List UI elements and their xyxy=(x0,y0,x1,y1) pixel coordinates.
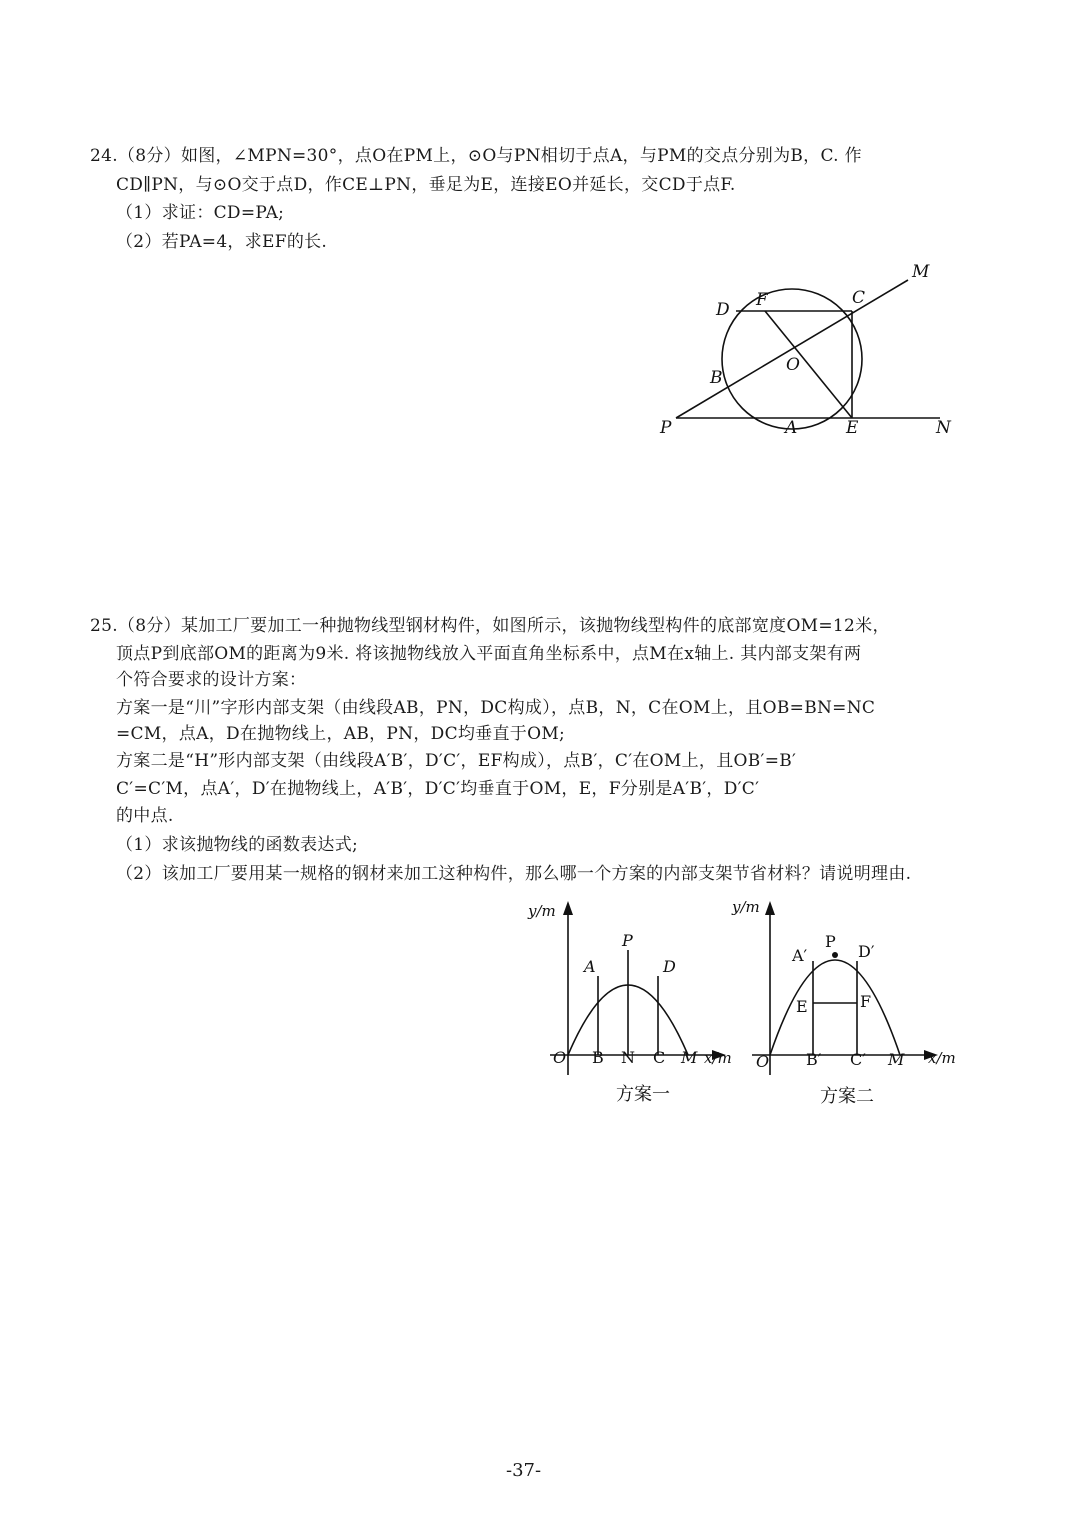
y-axis-label: y/m xyxy=(528,902,556,920)
label-n: N xyxy=(621,1048,635,1067)
page-number: -37- xyxy=(506,1460,542,1481)
segment-ef xyxy=(765,311,852,418)
caption-plan-1: 方案一 xyxy=(616,1084,670,1105)
q25-part-2: （2）该加工厂要用某一规格的钢材来加工这种构件，那么哪一个方案的内部支架节省材料？请说明理由. xyxy=(116,864,912,884)
y-axis-arrow-icon xyxy=(563,901,573,915)
label-m: M xyxy=(681,1048,698,1067)
q24-part-1: （1）求证：CD=PA; xyxy=(116,203,285,223)
label-m: M xyxy=(912,262,930,282)
label-b-prime: B′ xyxy=(806,1050,822,1069)
label-c: C xyxy=(852,288,866,308)
label-a-prime: A′ xyxy=(792,946,808,965)
x-axis-label: x/m xyxy=(928,1049,956,1067)
label-o: O xyxy=(786,355,800,375)
label-p: P xyxy=(660,418,672,438)
label-e: E xyxy=(796,997,808,1016)
label-p: P xyxy=(825,932,836,951)
q24-line-2: CD∥PN，与⊙O交于点D，作CE⊥PN，垂足为E，连接EO并延长，交CD于点F. xyxy=(116,175,736,195)
label-p: P xyxy=(622,931,633,950)
label-m: M xyxy=(888,1050,905,1069)
q24-line-1: 24.（8分）如图，∠MPN=30°，点O在PM上，⊙O与PN相切于点A，与PM的交点分别为B，C. 作 xyxy=(90,146,862,166)
label-n: N xyxy=(936,418,951,438)
q24-part-2: （2）若PA=4，求EF的长. xyxy=(116,232,328,252)
caption-plan-2: 方案二 xyxy=(820,1086,874,1107)
y-axis-arrow-icon xyxy=(765,901,775,915)
q25-line-8: 的中点. xyxy=(116,806,174,826)
q24-geometry-figure xyxy=(640,255,970,445)
label-o: O xyxy=(756,1052,770,1071)
label-c: C xyxy=(653,1048,666,1067)
label-b: B xyxy=(592,1048,604,1067)
q25-part-1: （1）求该抛物线的函数表达式; xyxy=(116,835,359,855)
label-c-prime: C′ xyxy=(850,1050,866,1069)
label-a: A xyxy=(584,957,596,976)
label-f: F xyxy=(860,992,872,1011)
label-e: E xyxy=(846,418,859,438)
label-d: D xyxy=(716,300,730,320)
q25-line-4: 方案一是“川”字形内部支架（由线段AB，PN，DC构成），点B，N，C在OM上，且OB=BN=NC xyxy=(116,698,876,718)
x-axis-label: x/m xyxy=(704,1049,732,1067)
q25-line-3: 个符合要求的设计方案： xyxy=(116,670,307,690)
parabola xyxy=(770,960,900,1055)
label-f: F xyxy=(756,290,768,310)
q25-line-7: C′=C′M，点A′，D′在抛物线上，A′B′，D′C′均垂直于OM，E，F分别是A′B′，D′C′ xyxy=(116,779,760,799)
q25-line-6: 方案二是“H”形内部支架（由线段A′B′，D′C′，EF构成），点B′，C′在OM上，且OB′=B′ xyxy=(116,751,797,771)
q25-figure-plan-2 xyxy=(728,895,968,1120)
y-axis-label: y/m xyxy=(732,898,760,916)
q25-line-5: =CM，点A，D在抛物线上，AB，PN，DC均垂直于OM; xyxy=(116,724,566,744)
label-b: B xyxy=(710,368,723,388)
vertex-point xyxy=(832,952,838,958)
label-o: O xyxy=(553,1048,567,1067)
q25-figure-plan-1 xyxy=(520,895,750,1120)
label-d-prime: D′ xyxy=(858,942,875,961)
label-d: D xyxy=(663,957,676,976)
q25-line-1: 25.（8分）某加工厂要加工一种抛物线型钢材构件，如图所示，该抛物线型构件的底部宽度OM=12米， xyxy=(90,616,890,636)
q25-line-2: 顶点P到底部OM的距离为9米. 将该抛物线放入平面直角坐标系中，点M在x轴上. 其内部支架有两 xyxy=(116,644,862,664)
label-a: A xyxy=(785,418,798,438)
line-pm xyxy=(676,280,908,418)
